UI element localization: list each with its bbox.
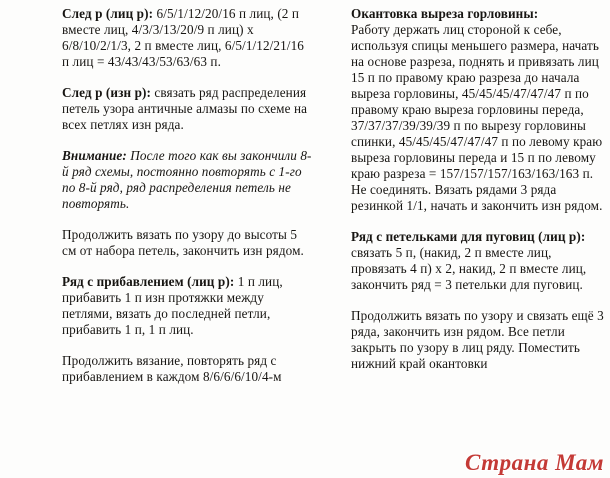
left-column [62,6,312,400]
paragraph-lead: Ряд с прибавлением (лиц р): [62,274,235,289]
paragraph-body: Продолжить вязать по узору до высоты 5 см от набора петель, закончить изн рядом. [62,227,304,258]
paragraph-lead: Внимание: [62,148,127,163]
paragraph-body: После того как вы закончили 8-й ряд схемы, постоянно повторять с 1-го по 8-й ряд, ряд распределения петель не повторять. [62,148,312,211]
paragraph-body: Продолжить вязание, повторять ряд с прибавлением в каждом 8/6/6/6/10/4-м [62,353,282,384]
paragraph-lead: Окантовка выреза горловины: [351,6,539,21]
watermark-strana-mam: Страна Мам [465,450,604,475]
para-continue-to-5cm [62,227,312,259]
paragraph-lead: След р (лиц р): [62,6,154,21]
paragraph-body: связать 5 п, (накид, 2 п вместе лиц, провязать 4 п) х 2, накид, 2 п вместе лиц, закончить ряд = 3 петельки для пуговиц. [351,245,587,292]
paragraph-body: Работу держать лиц стороной к себе, используя спицы меньшего размера, начать на основе разреза, поднять и привязать лиц 15 п по правому краю разреза до начала выреза горловины, 45/45/45/47/47/47 п по правому краю выреза горловины переда, 37/37/37/39/39/39 п по вырезу горловины спинки, 45/45/45/47/47/47 п по левому краю выреза горловины переда и 15 п по левому краю разреза = 157/157/157/163/163/163 п. Не соединять. Вязать рядами 3 ряда резинкой 1/1, начать и закончить изн рядом. [351,22,603,213]
para-neckband-edging [351,6,605,214]
paragraph-body: 6/5/1/12/20/16 п лиц, (2 п вместе лиц, 4/3/3/13/20/9 п лиц) х 6/8/10/2/1/3, 2 п вместе лиц, 6/5/1/12/21/16 п лиц = 43/43/43/53/63/63 п. [62,6,304,69]
para-buttonhole-row [351,229,605,293]
para-increase-row [62,274,312,338]
para-next-row-ws [62,85,312,133]
para-finish-edging [351,308,605,372]
paragraph-lead: След р (изн р): [62,85,152,100]
paragraph-body: Продолжить вязать по узору и связать ещё 3 ряда, закончить изн рядом. Все петли закрыть по узору в лиц ряду. Поместить нижний край окантовки [351,308,604,371]
para-attention-note [62,148,312,212]
paragraph-body: связать ряд распределения петель узора античные алмазы по схеме на всех петлях изн ряда. [62,85,308,132]
right-column [351,6,605,387]
paragraph-body: 1 п лиц, прибавить 1 п изн протяжки между петлями, вязать до последней петли, прибавить 1 п, 1 п лиц. [62,274,283,337]
paragraph-lead: Ряд с петельками для пуговиц (лиц р): [351,229,586,244]
para-repeat-increases [62,353,312,385]
para-next-row-rs [62,6,312,70]
